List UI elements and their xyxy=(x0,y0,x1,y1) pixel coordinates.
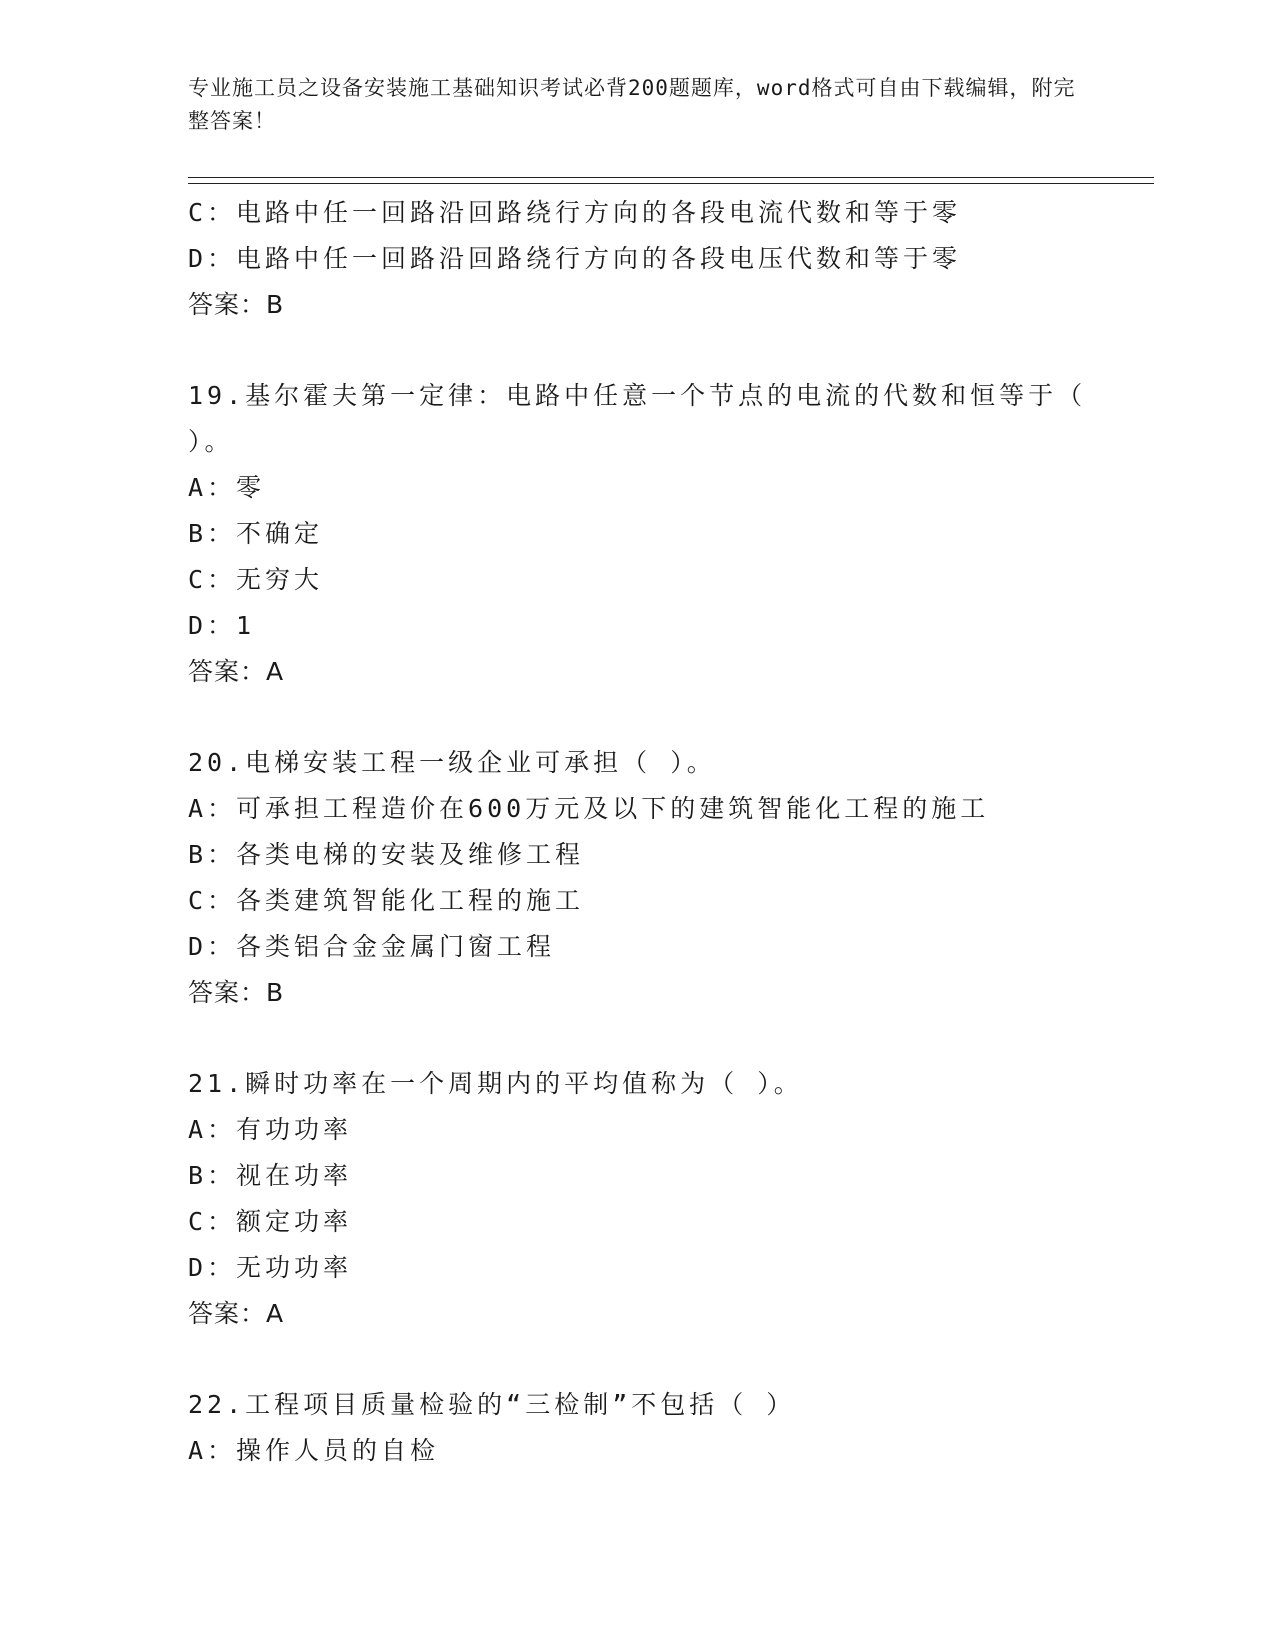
question-content xyxy=(188,190,1088,1474)
option-c: C：电路中任一回路沿回路绕行方向的各段电流代数和等于零 xyxy=(188,198,962,227)
option-a: A：可承担工程造价在600万元及以下的建筑智能化工程的施工 xyxy=(188,794,990,823)
option-a: A：有功功率 xyxy=(188,1115,353,1144)
answer-line: 答案：B xyxy=(188,978,285,1007)
question-19 xyxy=(188,373,1088,695)
question-title-continued: ）。 xyxy=(188,427,234,456)
option-b: B：各类电梯的安装及维修工程 xyxy=(188,840,585,869)
continued-question xyxy=(188,190,1088,328)
question-title: 22.工程项目质量检验的“三检制”不包括（ ） xyxy=(188,1390,796,1419)
option-a: A：零 xyxy=(188,473,266,502)
option-c: C：各类建筑智能化工程的施工 xyxy=(188,886,585,915)
option-d: D：电路中任一回路沿回路绕行方向的各段电压代数和等于零 xyxy=(188,244,962,273)
header-divider-second xyxy=(188,183,1154,184)
option-d: D：各类铝合金金属门窗工程 xyxy=(188,932,556,961)
question-20 xyxy=(188,740,1088,1016)
option-b: B：视在功率 xyxy=(188,1161,353,1190)
header-divider xyxy=(188,177,1154,178)
answer-line: 答案：A xyxy=(188,1299,285,1328)
document-header: 专业施工员之设备安装施工基础知识考试必背200题题库，word格式可自由下载编辑，附完整答案！ xyxy=(188,76,1076,133)
answer-line: 答案：B xyxy=(188,290,285,319)
question-22 xyxy=(188,1382,1088,1474)
question-21 xyxy=(188,1061,1088,1337)
option-d: D：1 xyxy=(188,611,256,640)
question-title: 19.基尔霍夫第一定律：电路中任意一个节点的电流的代数和恒等于（ xyxy=(188,381,1087,410)
option-d: D：无功功率 xyxy=(188,1253,353,1282)
question-title: 21.瞬时功率在一个周期内的平均值称为（ ）。 xyxy=(188,1069,803,1098)
question-title: 20.电梯安装工程一级企业可承担（ ）。 xyxy=(188,748,716,777)
option-c: C：无穷大 xyxy=(188,565,324,594)
answer-line: 答案：A xyxy=(188,657,285,686)
option-b: B：不确定 xyxy=(188,519,324,548)
option-a: A：操作人员的自检 xyxy=(188,1436,440,1465)
option-c: C：额定功率 xyxy=(188,1207,353,1236)
